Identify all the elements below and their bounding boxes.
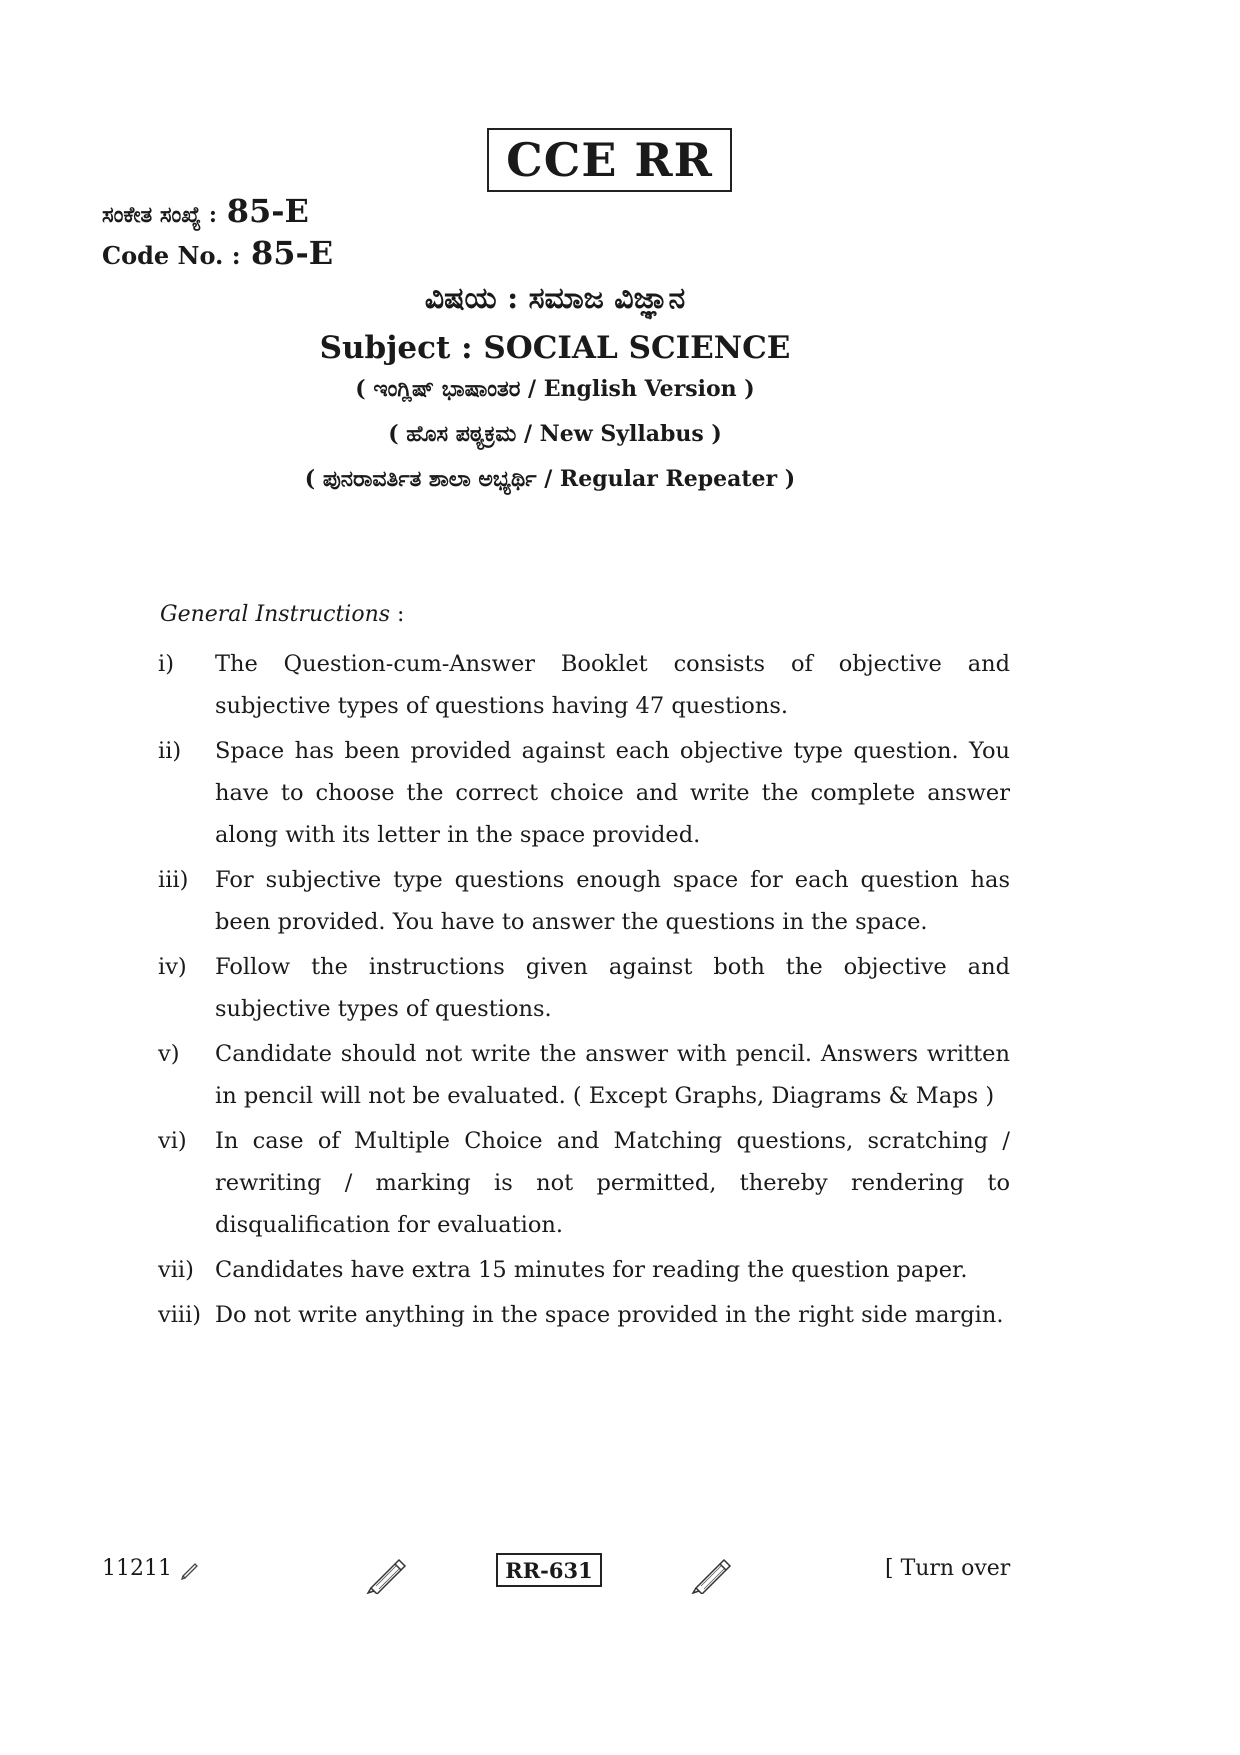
- general-instructions-heading: [160, 602, 404, 627]
- instruction-item: [158, 1249, 1010, 1291]
- instruction-item: [158, 1294, 1010, 1336]
- footer-code: [102, 1556, 201, 1581]
- instruction-number: i): [158, 651, 174, 677]
- instruction-text: The Question-cum-Answer Booklet consists of objective and subjective types of questions having 47 questions.: [215, 651, 1010, 719]
- instruction-number: vi): [158, 1128, 187, 1154]
- instruction-number: viii): [158, 1302, 202, 1328]
- instruction-number: iv): [158, 954, 187, 980]
- instruction-item: [158, 1033, 1010, 1117]
- instruction-item: [158, 643, 1010, 727]
- syllabus-line: ( ಹೊಸ ಪಠ್ಯಕ್ರಮ / New Syllabus ): [388, 421, 722, 447]
- pencil-icon: [179, 1558, 201, 1580]
- code-kn-label: ಸಂಕೇತ ಸಂಖ್ಯೆ :: [102, 202, 218, 228]
- candidate-type-line: ( ಪುನರಾವರ್ತಿತ ಶಾಲಾ ಅಭ್ಯರ್ಥಿ / Regular Repeater ): [304, 466, 796, 492]
- code-kn-value: 85-E: [226, 192, 309, 230]
- instruction-number: vii): [158, 1257, 194, 1283]
- instruction-text: In case of Multiple Choice and Matching questions, scratching / rewriting / marking is not permitted, thereby rendering to disqualification for evaluation.: [215, 1128, 1010, 1238]
- code-number-kannada: [102, 192, 309, 230]
- footer-code-number: 11211: [102, 1556, 172, 1581]
- instruction-number: ii): [158, 738, 182, 764]
- turn-over-note: [ Turn over: [885, 1556, 1011, 1581]
- pen-nib-icon: [365, 1554, 409, 1594]
- paper-code-badge: RR-631: [496, 1553, 602, 1587]
- gi-heading-colon: :: [397, 602, 405, 627]
- instruction-item: [158, 730, 1010, 856]
- instruction-item: [158, 1120, 1010, 1246]
- exam-type-badge: CCE RR: [487, 128, 732, 192]
- subject-title-english: Subject : SOCIAL SCIENCE: [319, 330, 791, 366]
- gi-heading-text: General Instructions: [160, 602, 391, 627]
- code-en-value: 85-E: [250, 234, 334, 272]
- instruction-text: Do not write anything in the space provided in the right side margin.: [215, 1302, 1004, 1328]
- instruction-text: For subjective type questions enough space for each question has been provided. You have to answer the questions in the space.: [215, 867, 1010, 935]
- instruction-list: [158, 643, 1010, 1339]
- instruction-number: iii): [158, 867, 189, 893]
- instruction-text: Candidate should not write the answer with pencil. Answers written in pencil will not be evaluated. ( Except Graphs, Diagrams & Maps ): [215, 1041, 1010, 1109]
- pen-nib-icon: [690, 1554, 734, 1594]
- version-line: ( ಇಂಗ್ಲಿಷ್ ಭಾಷಾಂತರ / English Version ): [355, 376, 755, 402]
- code-number-english: [102, 234, 333, 272]
- code-en-label: Code No. :: [102, 241, 241, 270]
- instruction-text: Space has been provided against each objective type question. You have to choose the correct choice and write the complete answer along with its letter in the space provided.: [215, 738, 1010, 848]
- instruction-text: Candidates have extra 15 minutes for reading the question paper.: [215, 1257, 968, 1283]
- instruction-number: v): [158, 1041, 180, 1067]
- subject-title-kannada: ವಿಷಯ : ಸಮಾಜ ವಿಜ್ಞಾನ: [424, 281, 686, 316]
- instruction-item: [158, 859, 1010, 943]
- instruction-text: Follow the instructions given against both the objective and subjective types of questions.: [215, 954, 1010, 1022]
- instruction-item: [158, 946, 1010, 1030]
